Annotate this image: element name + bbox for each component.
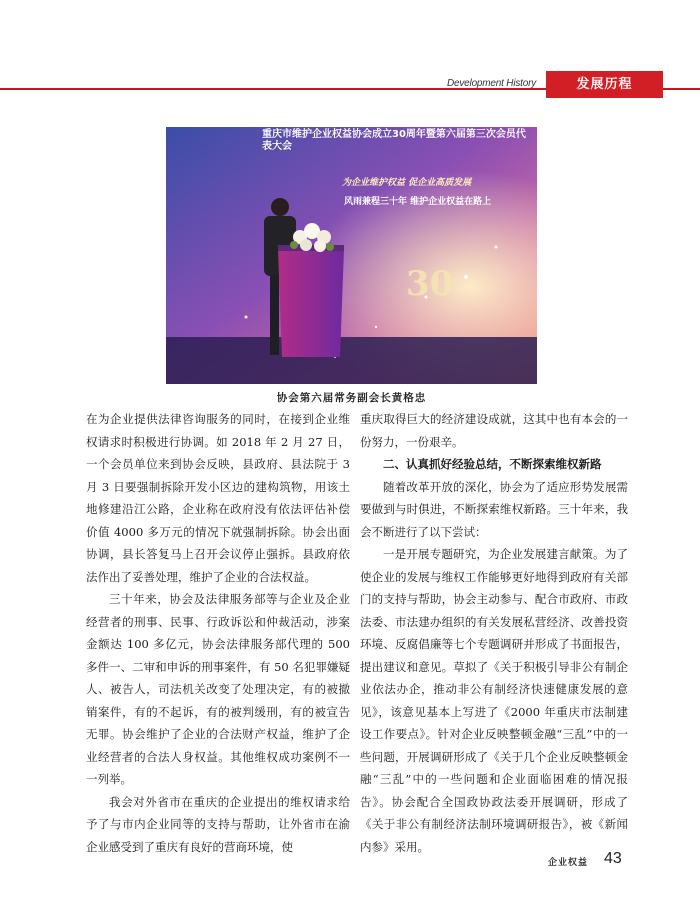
banner-theme: 风雨兼程三十年 维护企业权益在路上 [344,197,492,207]
page-number: 43 [604,850,622,867]
magazine-name: 企业权益 [548,858,589,868]
paragraph: 三十年来，协会及法律服务部等与企业及企业经营者的刑事、民事、行政诉讼和仲裁活动，涉案金额达 100 多亿元，协会法律服务部代理的 500 多件一、二审和申诉的刑事案件，有 50 名犯罪嫌疑人、被告人，司法机关改变了处理决定，有的被撤销案件，有的不起诉，有的被判缓刑，有的被宣告无罪。协会维护了企业的合法财产权益，维护了企业经营者的合法人身权益。其他维权成功案例不一一列举。 [86,592,350,786]
svg-text:30: 30 [406,264,454,304]
photo-caption: 协会第六届常务副会长黄格忠 [276,392,427,404]
banner-title: 重庆市维护企业权益协会成立30周年暨第六届第三次会员代表大会 [262,129,526,152]
stage-illustration [166,127,537,384]
section-title-en: Development History [447,78,537,89]
paragraph: 一是开展专题研究，为企业发展建言献策。为了使企业的发展与维权工作能够更好地得到政府有关部门的支持与帮助，协会主动参与、配合市政府、市政法委、市法建办组织的有关发展私营经济、改善投资环境、反腐倡廉等七个专题调研并形成了书面报告，提出建议和意见。草拟了《关于积极引导非公有制企业依法办企，推动非公有制经济快速健康发展的意见》，该意见基本上写进了《2000 年重庆市法制建设工作要点》。针对企业反映整顿金融“三乱”中的一些问题，开展调研形成了《关于几个企业反映整顿金融“三乱”中的一些问题和企业面临困难的情况报告》。协会配合全国政协政法委开展调研，形成了《关于非公有制经济法制环境调研报告》，被《新闻内参》采用。 [360,547,628,854]
section-heading: 二、认真抓好经验总结，不断探索维权新路 [383,457,602,471]
paragraph: 重庆取得巨大的经济建设成就，这其中也有本会的一份努力，一份艰辛。 [360,412,628,449]
section-title-cn: 发展历程 [546,71,663,98]
paragraph: 在为企业提供法律咨询服务的同时，在接到企业维权请求时积极进行协调。如 2018 年 2 月 27 日，一个会员单位来到协会反映，县政府、县法院于 3 月 3 日要强制拆除开发小区边的建构筑物，用该土地修建沿江公路，企业称在政府没有依法评估补偿价值 4000 多万元的情况下就强制拆除。协会出面协调，县长答复马上召开会议停止强拆。县政府依法作出了妥善处理，维护了企业的合法权益。 [86,412,350,584]
right-column [360,408,628,858]
paragraph: 我会对外省市在重庆的企业提出的维权请求给予了与市内企业同等的支持与帮助，让外省市在渝企业感受到了重庆有良好的营商环境，使 [86,794,350,854]
left-column [86,408,350,858]
banner-slogan: 为企业维护权益 促企业高质发展 [342,178,472,188]
paragraph: 随着改革开放的深化，协会为了适应形势发展需要做到与时俱进，不断探索维权新路。三十年来，我会不断进行了以下尝试： [360,479,628,539]
event-photo [166,127,537,384]
